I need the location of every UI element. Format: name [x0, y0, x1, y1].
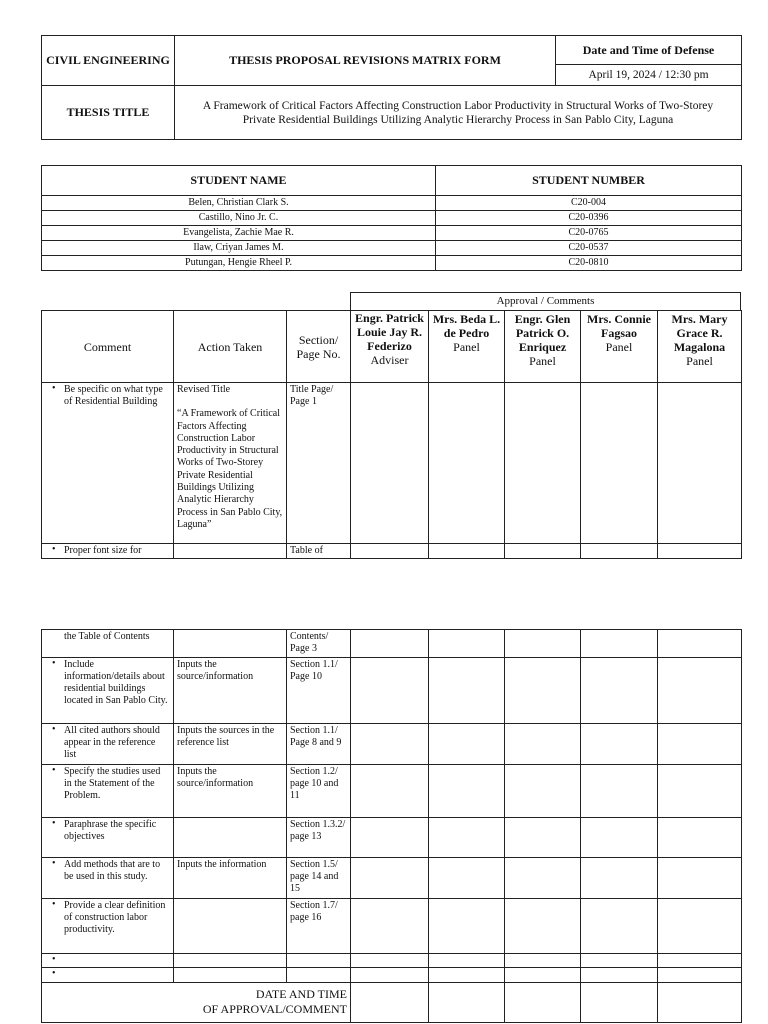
section-cell: Section 1.3.2/ page 13	[287, 817, 351, 857]
panel-role: Adviser	[370, 353, 409, 367]
approval-cell[interactable]	[658, 857, 742, 898]
approval-cell[interactable]	[505, 898, 581, 953]
approval-cell[interactable]	[429, 383, 505, 544]
approval-cell[interactable]	[351, 764, 429, 817]
approval-cell[interactable]	[658, 817, 742, 857]
approval-cell[interactable]	[429, 630, 505, 658]
panel-role: Panel	[529, 354, 556, 368]
table-row	[42, 967, 742, 982]
approval-cell[interactable]	[351, 817, 429, 857]
approval-cell[interactable]	[581, 723, 658, 764]
panel-role: Panel	[686, 354, 713, 368]
revisions-matrix-page2	[41, 629, 742, 1023]
approval-cell[interactable]	[505, 723, 581, 764]
col-comment-header: Comment	[42, 311, 174, 383]
approval-date-cell[interactable]	[505, 982, 581, 1022]
comment-cell: • Proper font size for	[42, 544, 174, 559]
table-row	[42, 657, 742, 723]
table-row	[42, 630, 742, 658]
approval-cell[interactable]	[581, 817, 658, 857]
table-row	[42, 898, 742, 953]
approval-cell[interactable]	[351, 630, 429, 658]
approval-cell[interactable]	[351, 857, 429, 898]
approval-cell[interactable]	[658, 383, 742, 544]
panel-role: Panel	[605, 340, 633, 354]
approval-cell[interactable]	[581, 657, 658, 723]
approval-cell[interactable]	[505, 630, 581, 658]
approval-cell[interactable]	[658, 657, 742, 723]
approval-cell[interactable]	[351, 723, 429, 764]
comment-cell: • Add methods that are to be used in this study.	[42, 857, 174, 898]
defense-label: Date and Time of Defense	[556, 36, 742, 65]
table-row	[42, 817, 742, 857]
approval-cell[interactable]	[505, 657, 581, 723]
approval-cell[interactable]	[429, 967, 505, 982]
action-line: “A Framework of Critical Factors Affecting Construction Labor Productivity in Structural Works of Two-Storey Private Residential Buildings Utilizing Analytic Hierarchy Process in San Pablo City, Laguna”	[177, 408, 283, 530]
approval-cell[interactable]	[658, 630, 742, 658]
section-cell: Section 1.7/ page 16	[287, 898, 351, 953]
approval-cell[interactable]	[429, 544, 505, 559]
student-row	[42, 256, 742, 271]
student-name-header: STUDENT NAME	[42, 166, 436, 196]
comment-cell: • Be specific on what type of Residential Building	[42, 383, 174, 544]
table-row	[42, 764, 742, 817]
approval-cell[interactable]	[429, 857, 505, 898]
approval-cell[interactable]	[351, 383, 429, 544]
approval-cell[interactable]	[429, 657, 505, 723]
approval-cell[interactable]	[351, 898, 429, 953]
department-cell: CIVIL ENGINEERING	[42, 36, 175, 86]
section-cell: Section 1.1/ Page 8 and 9	[287, 723, 351, 764]
approval-cell[interactable]	[581, 857, 658, 898]
approval-date-cell[interactable]	[429, 982, 505, 1022]
approval-cell[interactable]	[581, 764, 658, 817]
thesis-title: A Framework of Critical Factors Affecting Construction Labor Productivity in Structural Works of Two-Storey Private Residential Buildings Utilizing Analytic Hierarchy Process in San Pablo City, Laguna	[175, 86, 742, 140]
section-cell: Table of	[287, 544, 351, 559]
comment-cell: • All cited authors should appear in the reference list	[42, 723, 174, 764]
approval-cell[interactable]	[505, 764, 581, 817]
student-number: C20-0765	[436, 226, 742, 241]
action-cell	[174, 544, 287, 559]
action-cell	[174, 817, 287, 857]
form-title: THESIS PROPOSAL REVISIONS MATRIX FORM	[175, 36, 556, 86]
students-table	[41, 165, 742, 271]
table-row	[42, 723, 742, 764]
panel-name: Mrs. Beda L. de Pedro	[432, 312, 501, 340]
table-row	[42, 383, 742, 544]
header-table	[41, 35, 742, 140]
comment-cell: • Specify the studies used in the Statement of the Problem.	[42, 764, 174, 817]
action-cell	[174, 383, 287, 544]
approval-cell[interactable]	[505, 544, 581, 559]
approval-cell[interactable]	[658, 723, 742, 764]
panel-header-4	[581, 311, 658, 383]
action-cell: Inputs the information	[174, 857, 287, 898]
approval-cell[interactable]	[658, 898, 742, 953]
approval-cell[interactable]	[505, 817, 581, 857]
approval-cell[interactable]	[429, 723, 505, 764]
col-action-header: Action Taken	[174, 311, 287, 383]
approval-cell[interactable]	[505, 967, 581, 982]
action-cell: Inputs the source/information	[174, 764, 287, 817]
approval-cell[interactable]	[581, 544, 658, 559]
panel-header-5	[658, 311, 742, 383]
student-name: Evangelista, Zachie Mae R.	[42, 226, 436, 241]
date-approval-line: OF APPROVAL/COMMENT	[202, 1002, 347, 1017]
action-cell	[174, 898, 287, 953]
action-cell	[174, 630, 287, 658]
panel-header-adviser	[351, 311, 429, 383]
panel-name: Mrs. Mary Grace R. Magalona	[671, 312, 728, 354]
comment-cell: the Table of Contents	[42, 630, 174, 658]
panel-name: Engr. Glen Patrick O. Enriquez	[514, 312, 571, 354]
revisions-matrix-page1	[41, 310, 742, 559]
approval-cell[interactable]	[505, 953, 581, 967]
approval-cell[interactable]	[351, 544, 429, 559]
table-row	[42, 544, 742, 559]
panel-header-2	[429, 311, 505, 383]
student-number: C20-0537	[436, 241, 742, 256]
approval-cell[interactable]	[581, 630, 658, 658]
section-cell	[287, 953, 351, 967]
student-number: C20-0810	[436, 256, 742, 271]
approval-comments-label: Approval / Comments	[350, 292, 741, 310]
approval-cell[interactable]	[658, 953, 742, 967]
comment-cell	[42, 953, 174, 967]
approval-cell[interactable]	[658, 764, 742, 817]
date-approval-label	[42, 982, 351, 1022]
approval-cell[interactable]	[429, 764, 505, 817]
section-cell: Section 1.5/ page 14 and 15	[287, 857, 351, 898]
panel-name: Engr. Patrick Louie Jay R. Federizo	[355, 311, 424, 353]
approval-cell[interactable]	[351, 953, 429, 967]
approval-cell[interactable]	[658, 544, 742, 559]
student-name: Belen, Christian Clark S.	[42, 196, 436, 211]
section-cell	[287, 967, 351, 982]
section-cell: Section 1.2/ page 10 and 11	[287, 764, 351, 817]
approval-cell[interactable]	[581, 953, 658, 967]
comment-cell	[42, 967, 174, 982]
comment-cell: • Provide a clear definition of construction labor productivity.	[42, 898, 174, 953]
comment-cell: • Paraphrase the specific objectives	[42, 817, 174, 857]
student-row	[42, 211, 742, 226]
approval-cell[interactable]	[351, 657, 429, 723]
defense-value: April 19, 2024 / 12:30 pm	[556, 65, 742, 86]
student-row	[42, 241, 742, 256]
section-cell: Section 1.1/ Page 10	[287, 657, 351, 723]
student-row	[42, 226, 742, 241]
action-line: Revised Title	[177, 384, 231, 395]
student-number: C20-0396	[436, 211, 742, 226]
student-number: C20-004	[436, 196, 742, 211]
approval-cell[interactable]	[581, 898, 658, 953]
approval-cell[interactable]	[429, 817, 505, 857]
col-section-header: Section/ Page No.	[287, 311, 351, 383]
panel-role: Panel	[453, 340, 480, 354]
approval-cell[interactable]	[351, 967, 429, 982]
approval-date-cell[interactable]	[581, 982, 658, 1022]
section-cell: Contents/ Page 3	[287, 630, 351, 658]
approval-cell[interactable]	[429, 898, 505, 953]
action-cell	[174, 953, 287, 967]
action-cell	[174, 967, 287, 982]
date-approval-row	[42, 982, 742, 1022]
date-approval-line: DATE AND TIME	[255, 987, 347, 1002]
approval-cell[interactable]	[581, 967, 658, 982]
panel-header-3	[505, 311, 581, 383]
table-row	[42, 953, 742, 967]
table-row	[42, 857, 742, 898]
approval-cell[interactable]	[429, 953, 505, 967]
student-row	[42, 196, 742, 211]
approval-cell[interactable]	[505, 383, 581, 544]
approval-cell[interactable]	[658, 967, 742, 982]
approval-date-cell[interactable]	[658, 982, 742, 1022]
approval-cell[interactable]	[581, 383, 658, 544]
thesis-title-label: THESIS TITLE	[42, 86, 175, 140]
panel-name: Mrs. Connie Fagsao	[587, 312, 651, 340]
comment-cell: • Include information/details about residential buildings located in San Pablo City.	[42, 657, 174, 723]
action-cell: Inputs the source/information	[174, 657, 287, 723]
student-name: Putungan, Hengie Rheel P.	[42, 256, 436, 271]
approval-date-cell[interactable]	[351, 982, 429, 1022]
section-cell: Title Page/ Page 1	[287, 383, 351, 544]
action-cell: Inputs the sources in the reference list	[174, 723, 287, 764]
approval-cell[interactable]	[505, 857, 581, 898]
student-name: Ilaw, Criyan James M.	[42, 241, 436, 256]
student-number-header: STUDENT NUMBER	[436, 166, 742, 196]
student-name: Castillo, Nino Jr. C.	[42, 211, 436, 226]
